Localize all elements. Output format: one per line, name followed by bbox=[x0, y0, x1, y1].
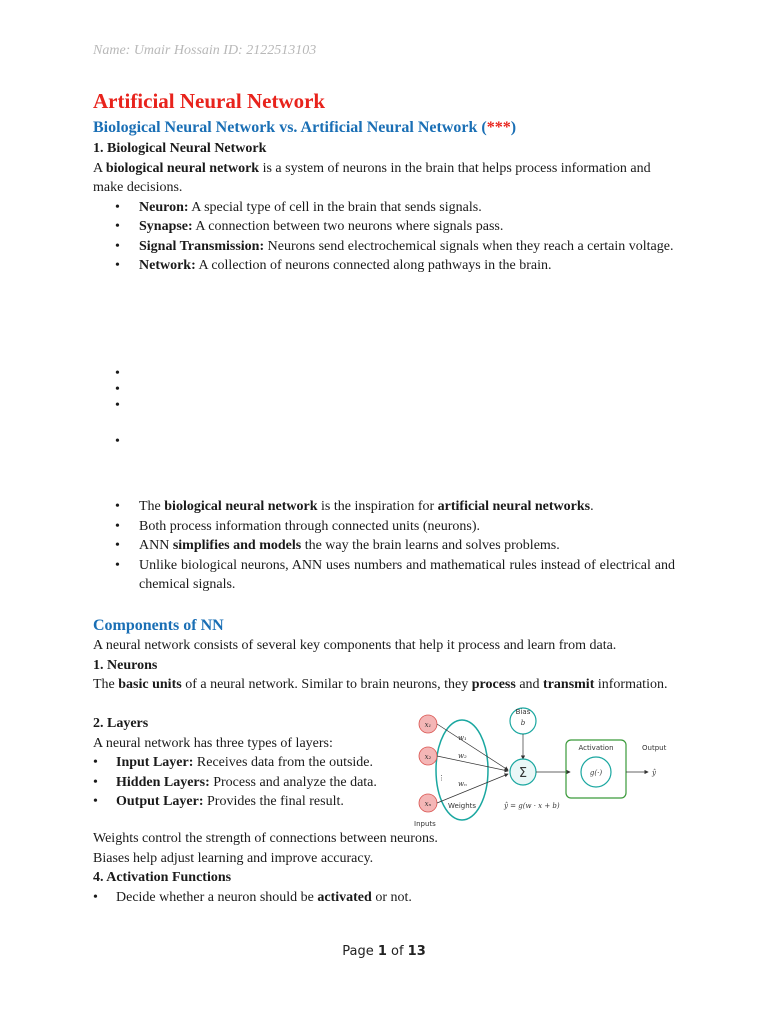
input-label-n: xₙ bbox=[424, 800, 432, 808]
item-desc: Process and analyze the data. bbox=[209, 774, 377, 790]
bio-intro bbox=[93, 159, 675, 198]
list-item bbox=[93, 198, 675, 218]
subtitle-close: ) bbox=[510, 119, 517, 136]
text: the way the brain learns and solves problems. bbox=[301, 538, 560, 553]
bio-heading: 1. Biological Neural Network bbox=[93, 141, 267, 156]
compare-section bbox=[93, 497, 675, 595]
page-footer bbox=[0, 944, 768, 959]
components-intro: A neural network consists of several key components that help it process and learn from data. bbox=[93, 638, 617, 653]
components-section bbox=[93, 636, 675, 695]
item-term: Output Layer: bbox=[116, 794, 204, 809]
item-desc: A collection of neurons connected along pathways in the brain. bbox=[195, 258, 552, 273]
text: is the inspiration for bbox=[317, 499, 438, 514]
layers-heading: 2. Layers bbox=[93, 716, 149, 731]
bold-text: transmit bbox=[543, 677, 595, 692]
bold-text: biological neural network bbox=[164, 499, 318, 514]
list-item bbox=[93, 497, 675, 517]
activation-fn: g(·) bbox=[589, 769, 603, 777]
item-term: Synapse: bbox=[139, 219, 193, 234]
item-term: Signal Transmission: bbox=[139, 238, 265, 254]
bold-text: simplifies and models bbox=[172, 538, 302, 553]
item-desc: Receives data from the outside. bbox=[193, 755, 374, 770]
activation-label: Activation bbox=[578, 744, 614, 752]
layers-list bbox=[93, 753, 413, 812]
item-term: Input Layer: bbox=[116, 755, 194, 770]
text: ANN bbox=[139, 538, 173, 553]
bold-text: process bbox=[471, 677, 516, 692]
list-item bbox=[93, 888, 675, 908]
item-term: Network: bbox=[139, 258, 196, 273]
list-item bbox=[93, 517, 675, 537]
layers-section bbox=[93, 714, 413, 812]
page-header: Name: Umair Hossain ID: 2122513103 bbox=[93, 43, 317, 58]
item-term: Hidden Layers: bbox=[116, 774, 210, 790]
bias-var: b bbox=[520, 719, 526, 727]
weights-text: Weights control the strength of connections between neurons. bbox=[93, 831, 438, 846]
text: or not. bbox=[371, 889, 412, 905]
list-item bbox=[93, 217, 675, 237]
activation-list bbox=[93, 888, 675, 908]
subtitle-text: Biological Neural Network vs. Artificial Neural Network ( bbox=[93, 119, 487, 136]
connection-1 bbox=[437, 724, 508, 770]
sum-symbol: Σ bbox=[518, 766, 528, 781]
perceptron-formula: ŷ = g(w · x + b) bbox=[504, 802, 560, 810]
bio-intro-pre: A bbox=[93, 160, 106, 176]
empty-bullet-group bbox=[115, 364, 120, 412]
empty-bullet-single bbox=[115, 432, 120, 448]
biases-text: Biases help adjust learning and improve accuracy. bbox=[93, 850, 374, 866]
item-desc: A connection between two neurons where signals pass. bbox=[192, 219, 504, 234]
text: The bbox=[93, 677, 119, 692]
activation-heading: 4. Activation Functions bbox=[93, 870, 232, 885]
connection-n bbox=[437, 774, 508, 803]
input-label-2: x₂ bbox=[424, 753, 432, 761]
bio-section bbox=[93, 139, 675, 276]
weights-label: Weights bbox=[448, 802, 477, 810]
bold-text: activated bbox=[317, 889, 372, 905]
item-term: Neuron: bbox=[139, 199, 189, 215]
list-item bbox=[93, 753, 413, 773]
neurons-text bbox=[93, 675, 675, 695]
bio-intro-post: is a system of neurons in the brain that helps process information and make decisions. bbox=[93, 160, 651, 195]
footer-mid: of bbox=[386, 944, 408, 959]
bold-text: basic units bbox=[118, 677, 182, 692]
footer-pre: Page bbox=[342, 944, 378, 959]
document-title: Artificial Neural Network bbox=[93, 89, 326, 113]
empty-bullet: • bbox=[115, 434, 120, 449]
input-ellipsis: ⋮ bbox=[438, 774, 445, 782]
list-item bbox=[93, 792, 413, 812]
item-desc: Neurons send electrochemical signals when they reach a certain voltage. bbox=[264, 238, 674, 254]
text: Both process information through connected units (neurons). bbox=[139, 518, 480, 534]
empty-bullet: • bbox=[115, 398, 120, 413]
bold-text: artificial neural networks bbox=[437, 499, 591, 514]
output-label: Output bbox=[642, 744, 667, 752]
weight-label-n: wₙ bbox=[458, 780, 467, 788]
text: Decide whether a neuron should be bbox=[116, 889, 318, 905]
text: information. bbox=[594, 677, 668, 692]
bio-list bbox=[93, 198, 675, 276]
text: and bbox=[515, 677, 544, 692]
input-label-1: x₁ bbox=[424, 721, 432, 729]
perceptron-diagram bbox=[410, 700, 680, 830]
list-item bbox=[93, 536, 675, 556]
text: Unlike biological neurons, ANN uses numbers and mathematical rules instead of electrical and chemical signals. bbox=[139, 557, 675, 592]
empty-bullet: • bbox=[115, 366, 120, 381]
section-subtitle bbox=[93, 117, 516, 139]
subtitle-stars: *** bbox=[486, 119, 511, 136]
components-heading: Components of NN bbox=[93, 617, 224, 634]
weight-label-2: w₂ bbox=[458, 752, 467, 760]
neurons-heading: 1. Neurons bbox=[93, 657, 158, 673]
list-item bbox=[93, 237, 675, 257]
footer-current-page: 1 bbox=[377, 944, 387, 959]
empty-bullet: • bbox=[115, 382, 120, 397]
list-item bbox=[93, 256, 675, 276]
layers-intro: A neural network has three types of layers: bbox=[93, 735, 333, 751]
list-item bbox=[93, 556, 675, 595]
output-var: ŷ bbox=[652, 769, 656, 777]
perceptron-svg bbox=[410, 700, 680, 830]
inputs-label: Inputs bbox=[414, 820, 436, 828]
list-item bbox=[93, 773, 413, 793]
footer-total-pages: 13 bbox=[407, 944, 426, 959]
weight-label-1: w₁ bbox=[458, 734, 467, 742]
compare-list bbox=[93, 497, 675, 595]
item-desc: Provides the final result. bbox=[203, 794, 344, 809]
bias-label: Bias bbox=[515, 708, 531, 716]
text: The bbox=[139, 499, 165, 514]
item-desc: A special type of cell in the brain that sends signals. bbox=[188, 199, 482, 215]
text: of a neural network. Similar to brain neurons, they bbox=[181, 677, 472, 692]
weights-biases-section bbox=[93, 829, 675, 907]
bio-intro-bold: biological neural network bbox=[105, 160, 260, 176]
text: . bbox=[590, 499, 594, 514]
